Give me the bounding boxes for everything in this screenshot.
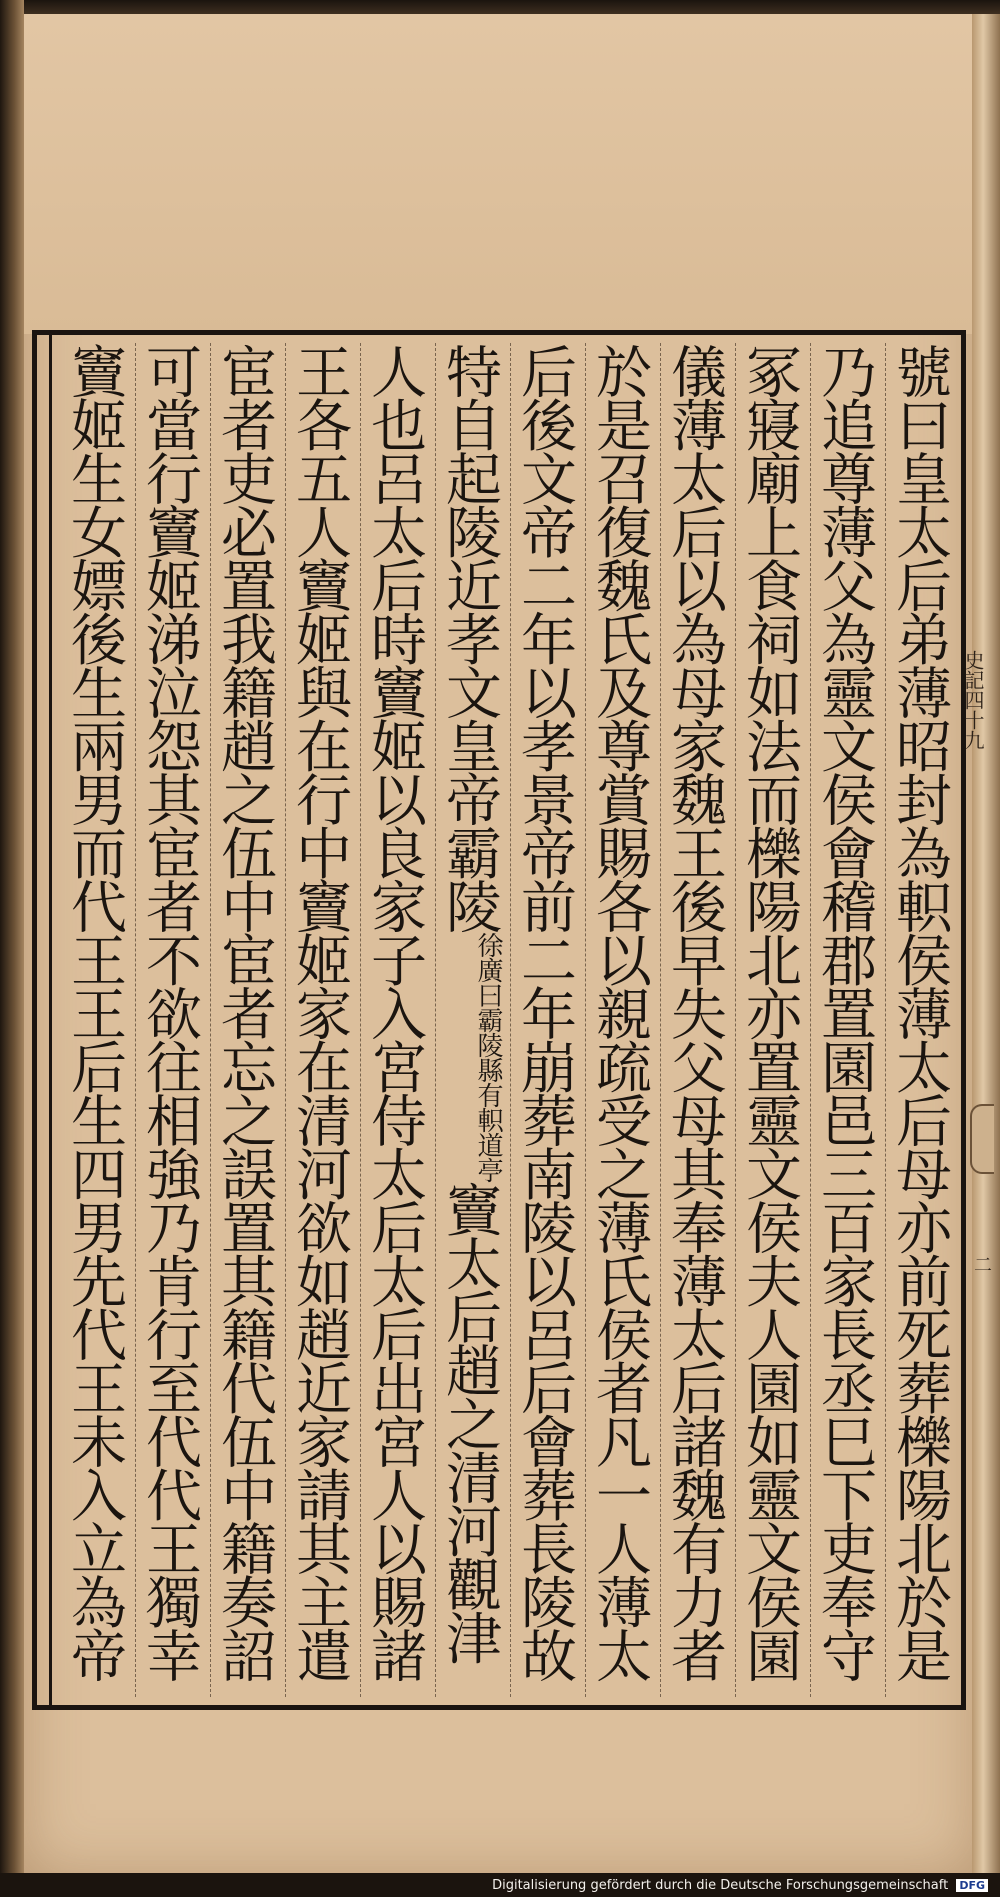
column-main-text: 后後文帝二年以孝景帝前二年崩葬南陵以呂后會葬長陵故 <box>512 343 577 1681</box>
text-column <box>585 343 653 1697</box>
text-column <box>735 343 803 1697</box>
text-column <box>60 343 128 1697</box>
text-column <box>210 343 278 1697</box>
page-binding-edge <box>972 14 1000 1876</box>
column-main-text: 人也呂太后時竇姬以良家子入宮侍太后太后出宮人以賜諸 <box>362 343 427 1681</box>
text-column <box>435 343 503 1697</box>
column-main-text: 可當行竇姬涕泣怨其宦者不欲往相強乃肯行至代代王獨幸 <box>137 343 202 1681</box>
text-column <box>285 343 353 1697</box>
column-main-text: 於是召復魏氏及尊賞賜各以親疏受之薄氏侯者凡一人薄太 <box>587 343 652 1681</box>
binding-tab <box>970 1104 994 1174</box>
column-continuation-text: 竇太后趙之清河觀津 <box>437 1181 502 1663</box>
column-main-text: 乃追尊薄父為靈文侯會稽郡置園邑三百家長丞巳下吏奉守 <box>812 343 877 1681</box>
digitization-footer <box>492 1878 988 1893</box>
text-column <box>360 343 428 1697</box>
text-column <box>135 343 203 1697</box>
text-column <box>885 343 953 1697</box>
text-column <box>510 343 578 1697</box>
column-main-text: 竇姬生女嫖後生兩男而代王王后生四男先代王未入立為帝 <box>62 343 127 1681</box>
text-columns <box>60 343 953 1697</box>
scan-left-edge <box>0 0 24 1897</box>
text-frame-inner <box>49 335 961 1705</box>
column-main-text: 儀薄太后以為母家魏王後早失父母其奉薄太后諸魏有力者 <box>662 343 727 1681</box>
column-main-text: 冢寢廟上食祠如法而櫟陽北亦置靈文侯夫人園如靈文侯園 <box>737 343 802 1681</box>
scan-bottom-edge <box>0 1873 1000 1897</box>
footer-text: Digitalisierung gefördert durch die Deutsche Forschungsgemeinschaft <box>492 1878 949 1893</box>
column-main-text: 號曰皇太后弟薄昭封為軹侯薄太后母亦前死葬櫟陽北於是 <box>887 343 952 1681</box>
commentary-note: 徐廣曰霸陵縣有軹道亭 <box>473 931 503 1182</box>
column-main-text: 王各五人竇姬與在行中竇姬家在清河欲如趙近家請其主遣 <box>287 343 352 1681</box>
gutter-title: 史記四十九 <box>961 650 985 750</box>
text-frame <box>32 330 966 1710</box>
column-main-text: 特自起陵近孝文皇帝霸陵 <box>437 343 502 932</box>
text-column <box>660 343 728 1697</box>
text-column <box>810 343 878 1697</box>
gutter-page-number: 二 <box>971 1255 992 1273</box>
page-top-margin <box>24 14 976 334</box>
column-main-text: 宦者吏必置我籍趙之伍中宦者忘之誤置其籍代伍中籍奏詔 <box>212 343 277 1681</box>
dfg-logo: DFG <box>956 1879 988 1892</box>
